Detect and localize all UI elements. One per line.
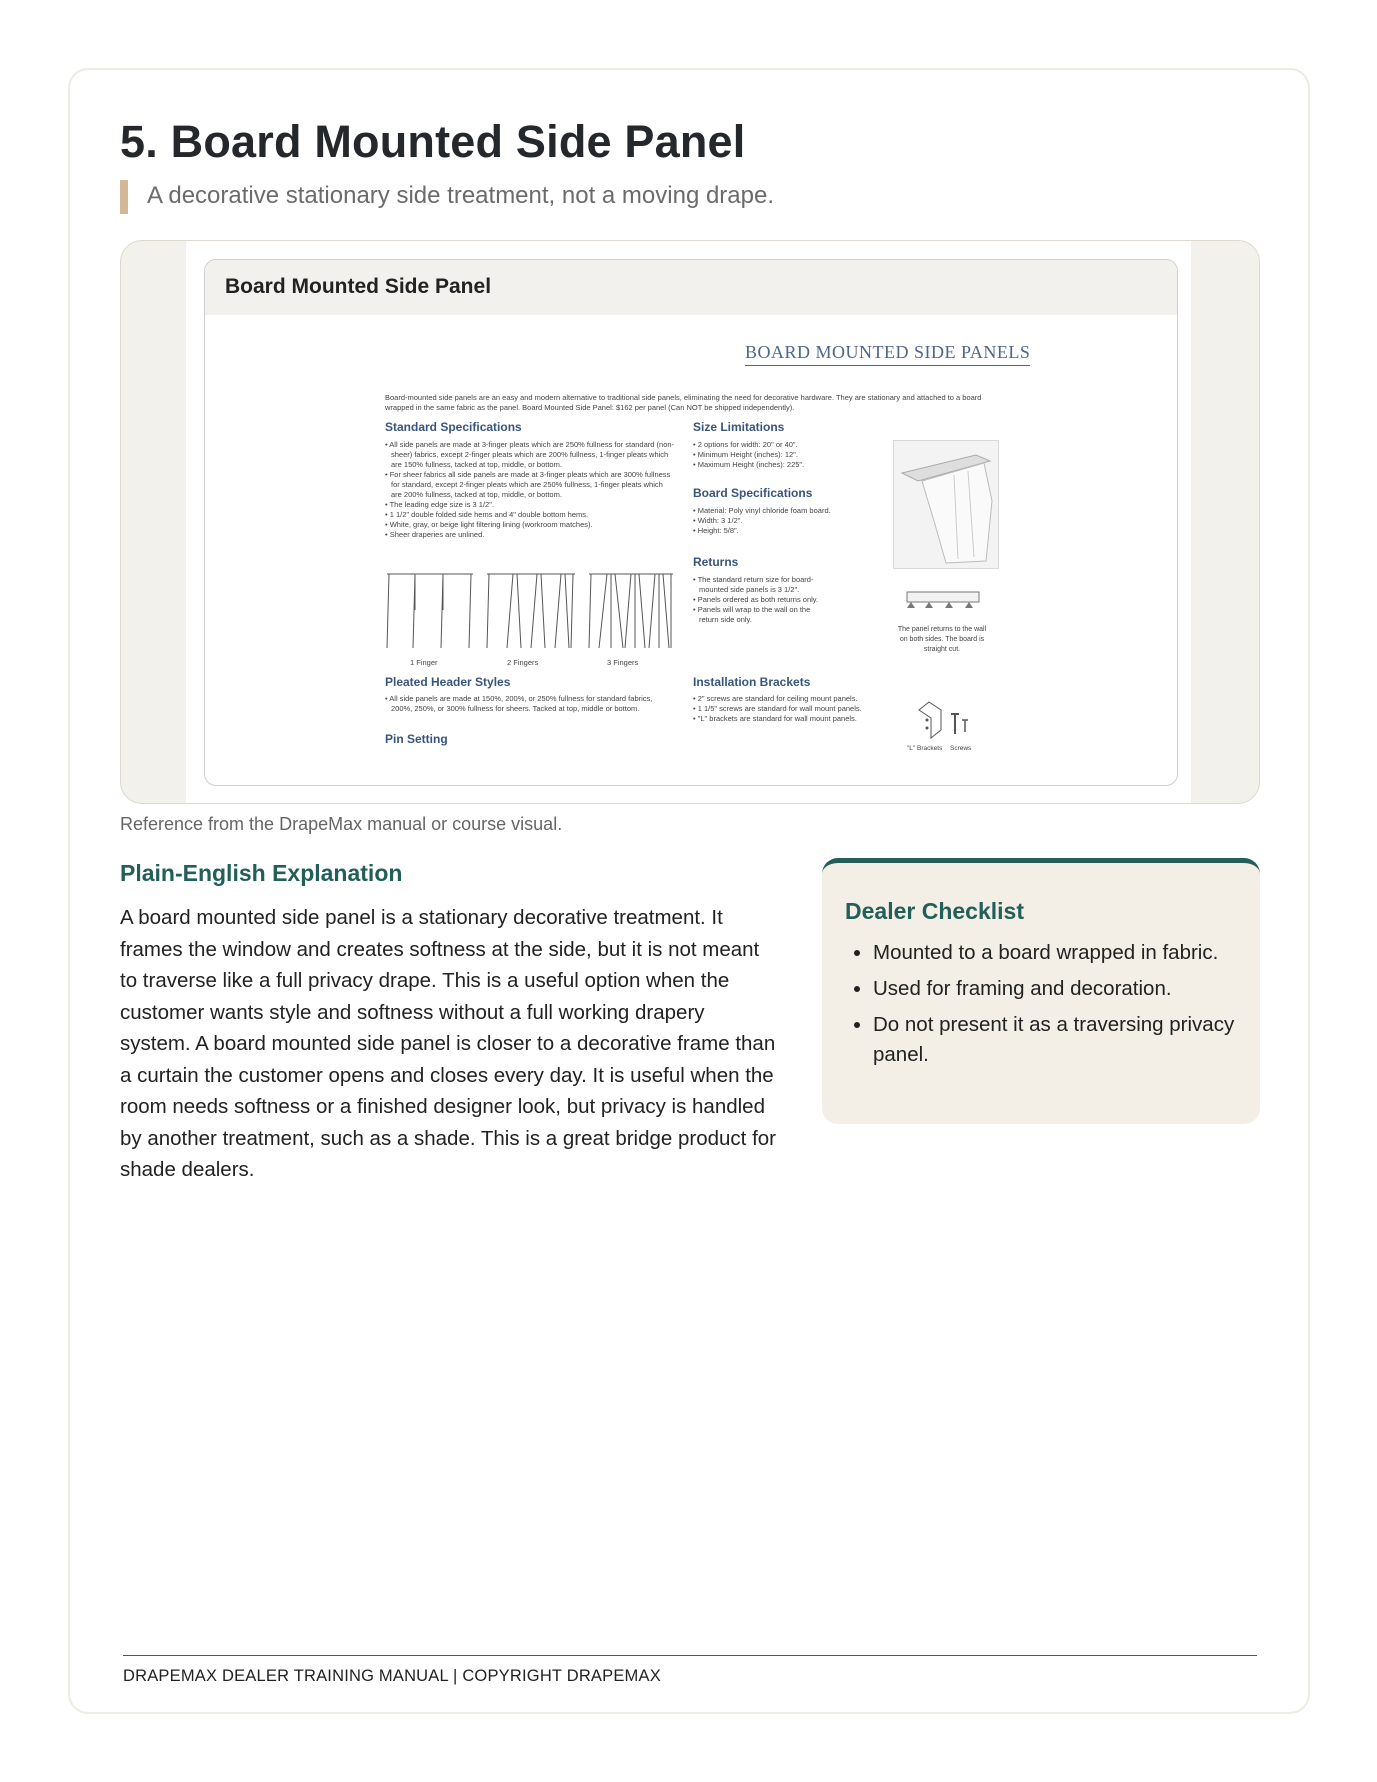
pleat-label-1: 1 Finger	[410, 658, 438, 667]
pleat-illustration	[385, 570, 675, 652]
checklist-title: Dealer Checklist	[845, 898, 1024, 924]
doc-list-pleated-header	[385, 694, 675, 714]
pleat-label-2: 2 Fingers	[507, 658, 539, 667]
doc-list-board-specs	[693, 506, 883, 536]
doc-heading-size-limitations: Size Limitations	[693, 420, 785, 434]
doc-intro: Board-mounted side panels are an easy and modern alternative to traditional side panels, eliminating the need for decorative hardware. They are stationary and attached to a board wrapped in the same fabric as the panel. Board Mounted Side Panel: $162 per panel (Can NOT be shipped independently).	[385, 393, 982, 412]
doc-list-returns	[693, 575, 823, 625]
dealer-checklist-card	[822, 858, 1260, 1124]
footer-text: DRAPEMAX DEALER TRAINING MANUAL | COPYRIGHT DRAPEMAX	[123, 1667, 661, 1685]
bracket-label: "L" Brackets	[907, 745, 943, 752]
doc-list-installation	[693, 694, 873, 724]
list-item: • Maximum Height (inches): 225".	[693, 460, 883, 470]
returns-caption: The panel returns to the wall on both sides. The board is straight cut.	[897, 626, 987, 653]
figure-header-title: Board Mounted Side Panel	[225, 275, 492, 298]
list-item: • Sheer draperies are unlined.	[385, 530, 675, 540]
doc-heading-installation: Installation Brackets	[693, 675, 811, 689]
doc-heading-returns: Returns	[693, 555, 739, 569]
doc-list-standard-specs	[385, 440, 675, 540]
list-item: • The leading edge size is 3 1/2".	[385, 500, 675, 510]
checklist-item: • Mounted to a board wrapped in fabric.	[873, 938, 1263, 968]
list-item: • Panels ordered as both returns only.	[693, 595, 823, 605]
figure-panel	[204, 259, 1178, 786]
list-item: • 2" screws are standard for ceiling mount panels.	[693, 694, 873, 704]
doc-heading-pin-setting: Pin Setting	[385, 732, 448, 746]
list-item: • For sheer fabrics all side panels are made at 3-finger pleats which are 300% fullness for standard, except 2-finger pleats which are 250% fullness, 1-finger pleats which are 200% fullness, tacked at top, middle, or bottom.	[385, 470, 675, 500]
list-item: • All side panels are made at 150%, 200%, or 250% fullness for standard fabrics, 200%, 250%, or 300% fullness for sheers. Tacked at top, middle or bottom.	[385, 694, 675, 714]
footer-divider	[123, 1655, 1257, 1656]
list-item: • Minimum Height (inches): 12".	[693, 450, 883, 460]
returns-diagram	[905, 590, 981, 610]
list-item: • All side panels are made at 3-finger pleats which are 250% fullness for standard (non-sheer) fabrics, except 2-finger pleats which are 200% fullness, 1-finger pleats which are 150% fullness, tacked at top, middle, or bottom.	[385, 440, 675, 470]
explanation-heading: Plain-English Explanation	[120, 860, 403, 886]
doc-heading-standard-specs: Standard Specifications	[385, 420, 522, 434]
checklist	[850, 938, 1263, 1076]
list-item: • 1 1/5" screws are standard for wall mount panels.	[693, 704, 873, 714]
side-panel-photo	[893, 440, 999, 569]
pleat-label-3: 3 Fingers	[607, 658, 639, 667]
doc-title: BOARD MOUNTED SIDE PANELS	[745, 342, 1030, 366]
screw-label: Screws	[950, 745, 972, 752]
checklist-item: • Used for framing and decoration.	[873, 974, 1263, 1004]
list-item: • Panels will wrap to the wall on the return side only.	[693, 605, 823, 625]
reference-figure	[120, 240, 1260, 804]
figure-header	[205, 260, 1177, 315]
explanation-body: A board mounted side panel is a stationary decorative treatment. It frames the window and creates softness at the side, but it is not meant to traverse like a full privacy drape. This is a useful option when the customer wants style and softness without a full working drapery system. A board mounted side panel is closer to a decorative frame than a curtain the customer opens and closes every day. It is useful when the room needs softness or a finished designer look, but privacy is handled by another treatment, such as a shade. This is a great bridge product for shade dealers.	[120, 906, 776, 1181]
doc-list-size-limitations	[693, 440, 883, 470]
list-item: • The standard return size for board-mounted side panels is 3 1/2".	[693, 575, 823, 595]
doc-heading-board-specs: Board Specifications	[693, 486, 813, 500]
list-item: • 2 options for width: 20" or 40".	[693, 440, 883, 450]
bracket-screw-icon	[915, 700, 975, 740]
side-panel-image	[894, 441, 998, 568]
doc-heading-pleated-header: Pleated Header Styles	[385, 675, 511, 689]
checklist-item: • Do not present it as a traversing privacy panel.	[873, 1010, 1263, 1070]
page-title: 5. Board Mounted Side Panel	[120, 116, 746, 167]
list-item: • Material: Poly vinyl chloride foam board.	[693, 506, 883, 516]
figure-caption: Reference from the DrapeMax manual or course visual.	[120, 814, 563, 834]
page-subtitle: A decorative stationary side treatment, not a moving drape.	[147, 182, 775, 209]
list-item: • 1 1/2" double folded side hems and 4" double bottom hems.	[385, 510, 675, 520]
list-item: • White, gray, or beige light filtering lining (workroom matches).	[385, 520, 675, 530]
list-item: • Height: 5/8".	[693, 526, 883, 536]
subtitle-accent-bar	[120, 180, 128, 214]
list-item: • "L" brackets are standard for wall mount panels.	[693, 714, 873, 724]
list-item: • Width: 3 1/2".	[693, 516, 883, 526]
